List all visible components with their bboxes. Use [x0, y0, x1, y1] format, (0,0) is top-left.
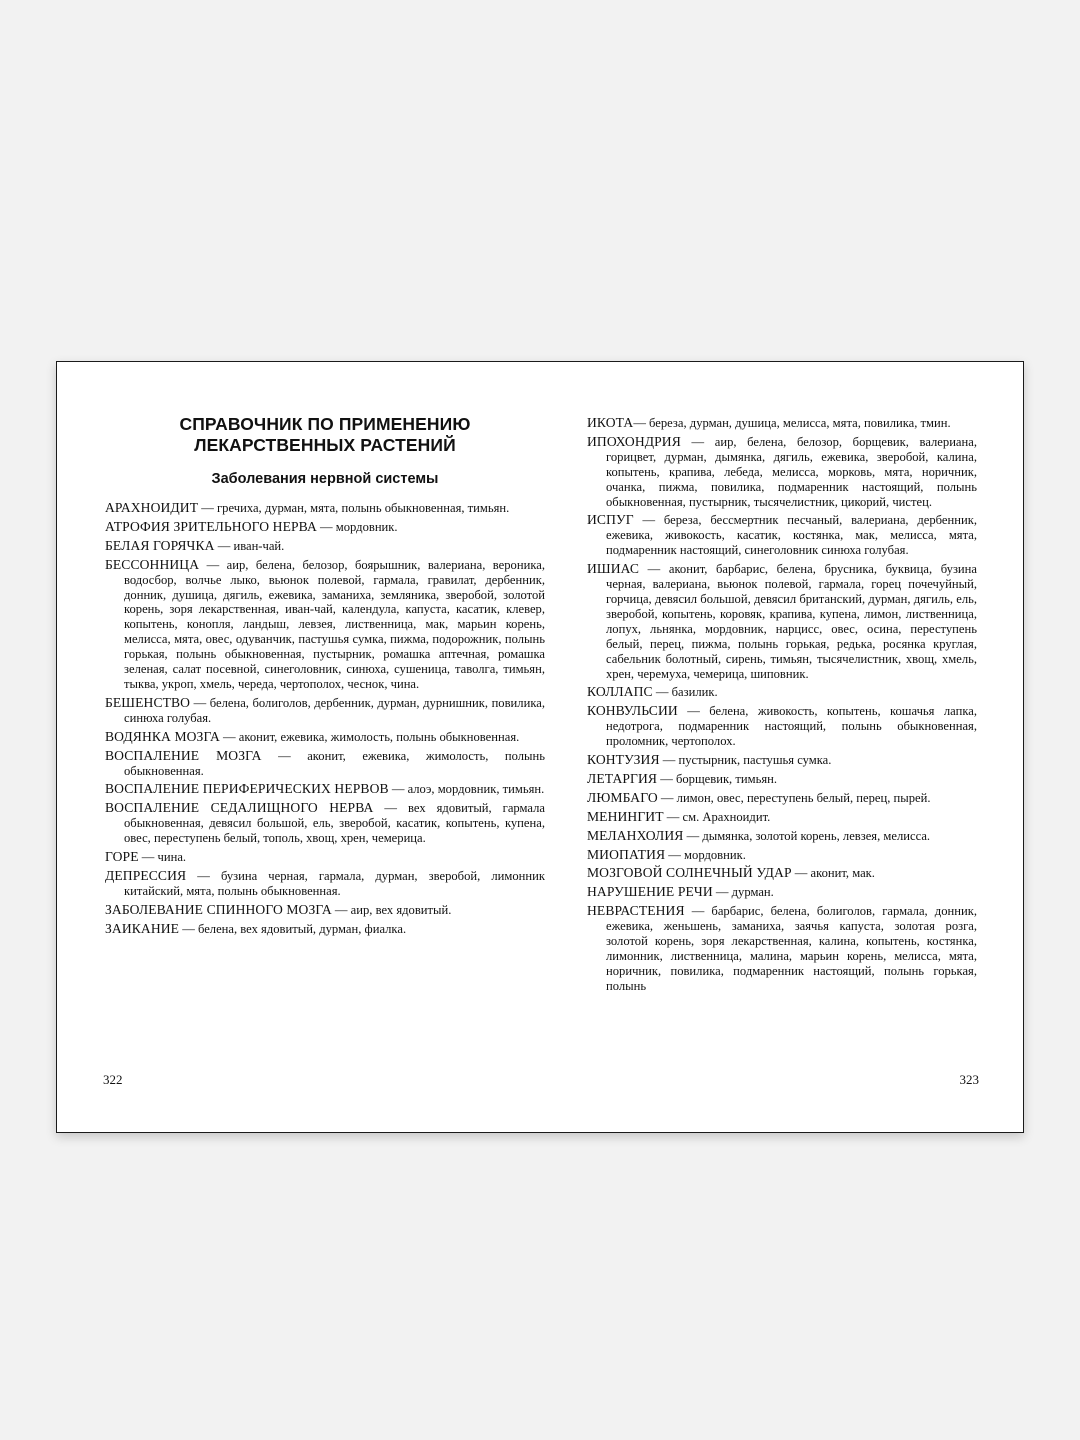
dictionary-entry [587, 791, 977, 806]
page-number-right: 323 [959, 1072, 979, 1087]
entry-text: — аконит, ежевика, жимолость, полынь обыкновенная. [124, 748, 545, 778]
dictionary-entry [587, 904, 977, 993]
entry-term: ЗАБОЛЕВАНИЕ СПИННОГО МОЗГА [105, 901, 332, 917]
entry-text: — береза, дурман, душица, мелисса, мята, повилика, тмин. [633, 416, 951, 430]
entry-text: — алоэ, мордовник, тимьян. [388, 782, 545, 797]
dictionary-entry [105, 869, 545, 899]
entry-term: ИШИАС [587, 561, 640, 577]
entry-text: — вех ядовитый, гармала обыкновенная, девясил большой, ель, зверобой, касатик, копытень, купена, овес, переступень белый, тополь, хвощ, хрен, чемерица. [124, 801, 545, 846]
entry-term: АТРОФИЯ ЗРИТЕЛЬНОГО НЕРВА [105, 518, 317, 534]
title-line-1: СПРАВОЧНИК ПО ПРИМЕНЕНИЮ [179, 414, 471, 434]
entry-text: — пустырник, пастушья сумка. [659, 753, 832, 768]
dictionary-entry [105, 520, 545, 535]
dictionary-entry [105, 850, 545, 865]
entry-text: — аконит, барбарис, белена, брусника, буквица, бузина черная, валериана, вьюнок полевой, гармала, горец почечуйный, горчица, девясил большой, девясил британский, дурман, дягиль, ель, зверобой, копытень, коровяк, крапива, купена, лимон, лиственница, лопух, льнянка, мордовник, нарцисс, овес, осина, переступень белый, перец, пижма, полынь горькая, редька, росянка круглая, сабельник болотный, сирень, тимьян, тысячелистник, хвощ, хмель, хрен, черемуха, чемерица, шиповник. [606, 562, 977, 681]
entry-text: — базилик. [652, 685, 718, 700]
dictionary-entry [105, 903, 545, 918]
dictionary-entry [587, 885, 977, 900]
entry-term: ИСПУГ [587, 512, 634, 528]
entry-term: БЕССОННИЦА [105, 556, 200, 572]
book-spread [56, 361, 1024, 1133]
dictionary-entry [105, 558, 545, 692]
dictionary-entry [105, 501, 545, 516]
entry-term: ГОРЕ [105, 849, 139, 865]
dictionary-entry [105, 782, 545, 797]
entry-term: НАРУШЕНИЕ РЕЧИ [587, 884, 713, 900]
dictionary-entry [587, 810, 977, 825]
entry-text: — бузина черная, гармала, дурман, зверобой, лимонник китайский, мята, полынь обыкновенная. [124, 868, 545, 898]
entry-text: — иван-чай. [214, 538, 285, 553]
dictionary-entry [587, 829, 977, 844]
page-title [105, 414, 545, 456]
entry-term: ИКОТА [587, 415, 634, 430]
entry-term: ВОСПАЛЕНИЕ МОЗГА [105, 747, 262, 763]
dictionary-entry [587, 848, 977, 863]
dictionary-entry [105, 539, 545, 554]
entry-term: КОНВУЛЬСИИ [587, 703, 678, 719]
entry-text: — дымянка, золотой корень, левзея, мелисса. [683, 828, 931, 843]
entry-text: — барбарис, белена, болиголов, гармала, донник, ежевика, женьшень, заманиха, заячья капуста, золотая розга, золотой корень, зоря лекарственная, калина, копытень, костянка, лимонник, лиственница, малина, марьин корень, мелисса, мята, норичник, повилика, подмаренник настоящий, полынь горькая, полынь [606, 904, 977, 993]
title-line-2: ЛЕКАРСТВЕННЫХ РАСТЕНИЙ [194, 435, 456, 455]
entry-term: НЕВРАСТЕНИЯ [587, 903, 685, 919]
entry-term: ЛЮМБАГО [587, 789, 658, 805]
entry-text: — дурман. [712, 885, 774, 900]
dictionary-entry [587, 416, 977, 431]
entry-term: ИПОХОНДРИЯ [587, 433, 681, 449]
entry-term: ЗАИКАНИЕ [105, 920, 180, 936]
dictionary-entry [587, 513, 977, 558]
right-page [587, 362, 977, 1132]
entry-text: — аир, вех ядовитый. [331, 902, 452, 917]
page-number-left: 322 [103, 1072, 123, 1087]
entry-term: БЕШЕНСТВО [105, 694, 191, 710]
dictionary-entry [105, 801, 545, 846]
entry-term: КОЛЛАПС [587, 684, 653, 700]
entry-text: — аконит, мак. [791, 866, 875, 881]
entry-text: — белена, вех ядовитый, дурман, фиалка. [179, 921, 407, 936]
entry-text: — белена, живокость, копытень, кошачья лапка, недотрога, подмаренник настоящий, полынь обыкновенная, проломник, чертополох. [606, 704, 977, 749]
dictionary-entry [587, 685, 977, 700]
dictionary-entry [105, 922, 545, 937]
dictionary-entry [587, 753, 977, 768]
entry-term: ДЕПРЕССИЯ [105, 867, 187, 883]
dictionary-entry [587, 772, 977, 787]
left-entries-list [105, 501, 545, 941]
entry-term: МИОПАТИЯ [587, 846, 666, 862]
entry-text: — белена, болиголов, дербенник, дурман, дурнишник, повилика, синюха голубая. [124, 695, 545, 725]
entry-text: — мордовник. [665, 847, 746, 862]
entry-term: ВОСПАЛЕНИЕ ПЕРИФЕРИЧЕСКИХ НЕРВОВ [105, 781, 389, 797]
entry-text: — чина. [138, 850, 187, 865]
entry-text: — лимон, овес, переступень белый, перец, пырей. [657, 790, 931, 805]
entry-term: БЕЛАЯ ГОРЯЧКА [105, 537, 215, 553]
dictionary-entry [587, 562, 977, 681]
entry-term: ВОДЯНКА МОЗГА [105, 728, 220, 744]
entry-text: — мордовник. [316, 519, 398, 534]
entry-term: МЕЛАНХОЛИЯ [587, 827, 684, 843]
entry-text: — аир, белена, белозор, боярышник, валериана, вероника, водосбор, волчье лыко, вьюнок полевой, гармала, гравилат, дербенник, донник, душица, дягиль, ежевика, заманиха, земляника, зверобой, золотой корень, зоря лекарственная, иван-чай, календула, капуста, касатик, клевер, копытень, конопля, ландыш, левзея, лиственница, мак, марьин корень, мелисса, мята, овес, одуванчик, пастушья сумка, пижма, подорожник, полынь горькая, полынь обыкновенная, пустырник, ромашка аптечная, ромашка зеленая, салат посевной, синеголовник, синюха, сушеница, таволга, тимьян, тыква, укроп, хмель, череда, чертополох, чеснок, чина. [124, 557, 545, 691]
entry-text: — см. Арахноидит. [663, 809, 771, 824]
entry-text: — гречиха, дурман, мята, полынь обыкновенная, тимьян. [198, 501, 510, 515]
entry-term: ВОСПАЛЕНИЕ СЕДАЛИЩНОГО НЕРВА [105, 800, 374, 816]
dictionary-entry [105, 730, 545, 745]
dictionary-entry [105, 696, 545, 726]
dictionary-entry [105, 749, 545, 779]
right-entries-list [587, 416, 977, 998]
section-subtitle: Заболевания нервной системы [211, 471, 439, 487]
entry-text: — береза, бессмертник песчаный, валериана, дербенник, ежевика, живокость, касатик, костянка, мак, мелисса, мята, подмаренник настоящий, синеголовник синюха голубая. [606, 513, 977, 558]
entry-term: ЛЕТАРГИЯ [587, 770, 658, 786]
left-page [105, 362, 545, 1132]
entry-text: — борщевик, тимьян. [657, 771, 777, 786]
entry-text: — аконит, ежевика, жимолость, полынь обыкновенная. [219, 729, 520, 744]
entry-term: КОНТУЗИЯ [587, 752, 660, 768]
entry-term: АРАХНОИДИТ [105, 500, 199, 515]
dictionary-entry [587, 866, 977, 881]
dictionary-entry [587, 435, 977, 510]
entry-term: МОЗГОВОЙ СОЛНЕЧНЫЙ УДАР [587, 865, 792, 881]
entry-term: МЕНИНГИТ [587, 808, 664, 824]
entry-text: — аир, белена, белозор, борщевик, валериана, горицвет, дурман, дымянка, дягиль, ежевика, зверобой, калина, копытень, крапива, лебеда, мелисса, морковь, мята, норичник, очанка, пижма, повилика, подмаренник настоящий, полынь обыкновенная, пустырник, тысячелистник, цикорий, чистец. [606, 434, 977, 509]
dictionary-entry [587, 704, 977, 749]
